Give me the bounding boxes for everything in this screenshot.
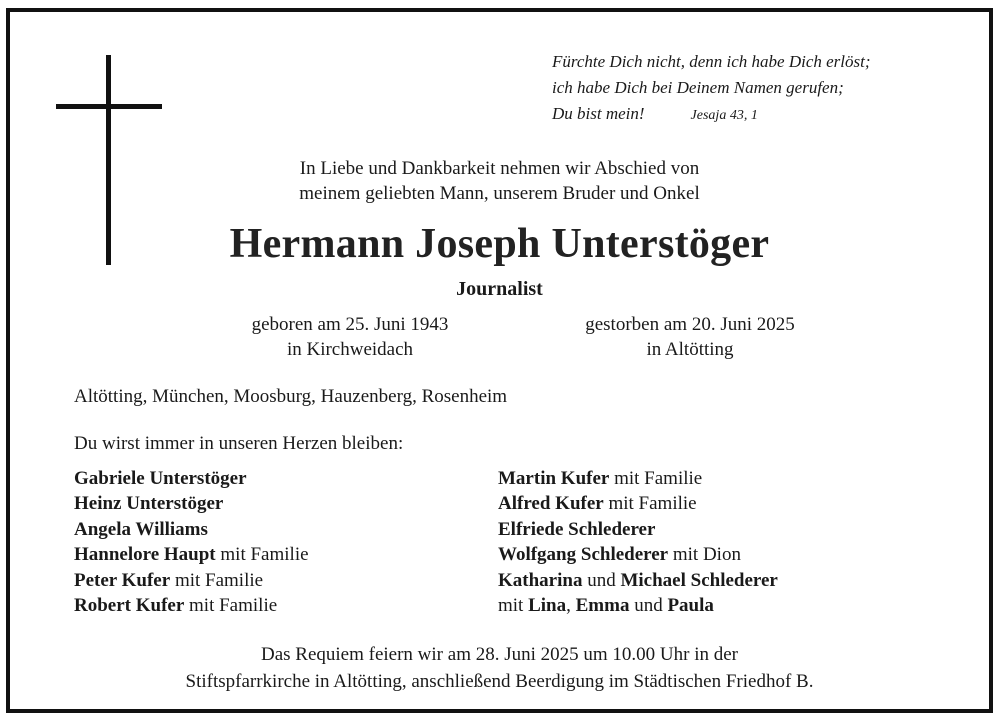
death-info	[550, 312, 830, 362]
mourner-entry	[74, 466, 309, 491]
mourner-name: Michael Schlederer	[620, 569, 778, 591]
mourner-name: Katharina	[498, 569, 583, 591]
mourner-name: Heinz Unterstöger	[74, 493, 224, 515]
birth-date: geboren am 25. Juni 1943	[251, 314, 449, 335]
mourner-name: Martin Kufer	[498, 468, 610, 489]
intro-line-1: In Liebe und Dankbarkeit nehmen wir Abschied von	[299, 158, 700, 179]
mourner-entry	[74, 593, 309, 618]
bible-verse	[552, 49, 871, 129]
mourner-name: Elfriede Schlederer	[498, 518, 656, 540]
mourner-entry	[498, 491, 778, 516]
mourner-entry	[498, 542, 778, 567]
mourner-name: Angela Williams	[74, 518, 208, 540]
heart-line: Du wirst immer in unseren Herzen bleiben:	[74, 433, 404, 454]
intro-line-2: meinem geliebten Mann, unserem Bruder und Onkel	[299, 183, 700, 204]
mourner-suffix: mit Familie	[215, 544, 309, 566]
verse-line-2: ich habe Dich bei Deinem Namen gerufen;	[552, 78, 844, 97]
birth-place: in Kirchweidach	[286, 339, 414, 360]
mourner-suffix: mit Familie	[609, 468, 703, 489]
mourner-name: Lina	[528, 595, 567, 617]
death-place: in Altötting	[646, 339, 734, 360]
mourner-connector: mit	[498, 595, 529, 617]
mourners-left-column	[74, 466, 309, 618]
mourner-name: Peter Kufer	[74, 569, 171, 591]
mourner-entry	[498, 593, 778, 618]
places-line: Altötting, München, Moosburg, Hauzenberg, Rosenheim	[74, 386, 508, 407]
requiem-info	[10, 641, 989, 695]
mourner-entry	[498, 568, 778, 593]
cross-horizontal-bar	[56, 104, 162, 109]
requiem-line-2: Stiftspfarrkirche in Altötting, anschließend Beerdigung im Städtischen Friedhof B.	[185, 671, 814, 692]
mourner-suffix: mit Dion	[668, 544, 741, 566]
verse-line-3	[552, 101, 871, 129]
obituary-notice	[6, 8, 993, 713]
mourner-connector: und	[582, 569, 621, 591]
mourner-name: Hannelore Haupt	[74, 544, 216, 566]
death-date: gestorben am 20. Juni 2025	[585, 314, 795, 335]
mourner-name: Paula	[667, 595, 714, 617]
mourner-suffix: mit Familie	[184, 595, 278, 617]
verse-line-1: Fürchte Dich nicht, denn ich habe Dich erlöst;	[552, 52, 871, 71]
mourner-name: Alfred Kufer	[498, 493, 604, 515]
mourner-name: Emma	[575, 595, 630, 617]
deceased-profession: Journalist	[456, 278, 543, 300]
mourner-entry	[74, 517, 309, 542]
mourners-right-column	[498, 466, 778, 618]
mourner-suffix: mit Familie	[603, 493, 697, 515]
mourner-connector: ,	[566, 595, 576, 617]
mourner-suffix: mit Familie	[170, 569, 264, 591]
birth-info	[215, 312, 485, 362]
mourner-entry	[498, 517, 778, 542]
mourner-entry	[74, 568, 309, 593]
mourner-entry	[74, 491, 309, 516]
mourner-entry	[74, 542, 309, 567]
mourner-entry	[498, 466, 778, 491]
mourner-name: Gabriele Unterstöger	[74, 468, 247, 489]
mourner-connector: und	[629, 595, 668, 617]
verse-reference: Jesaja 43, 1	[690, 108, 758, 123]
mourner-name: Robert Kufer	[74, 595, 185, 617]
requiem-line-1: Das Requiem feiern wir am 28. Juni 2025 um 10.00 Uhr in der	[260, 644, 739, 665]
verse-line-3-text: Du bist mein!	[552, 104, 645, 123]
intro-text	[10, 156, 989, 206]
deceased-name: Hermann Joseph Unterstöger	[229, 221, 770, 267]
mourner-name: Wolfgang Schlederer	[498, 544, 669, 566]
